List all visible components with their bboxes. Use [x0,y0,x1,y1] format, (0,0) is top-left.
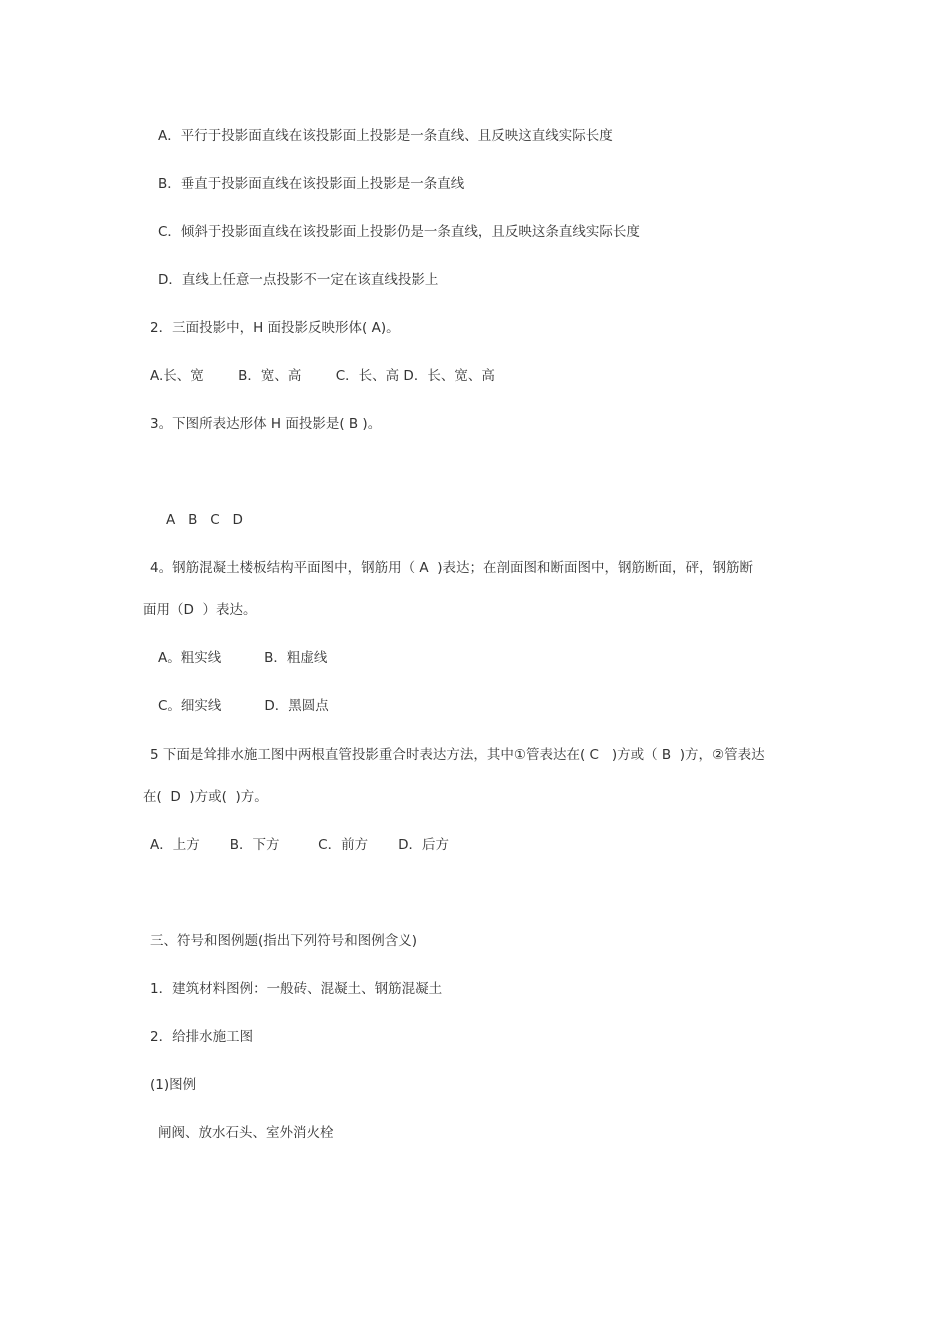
section3-title: 三、符号和图例题(指出下列符号和图例含义) [150,933,418,949]
q3-stem: 3。下图所表达形体 H 面投影是( B )。 [150,416,382,432]
section3-item2: 2．给排水施工图 [150,1029,254,1045]
section3-sub1: (1)图例 [150,1077,197,1093]
q5-options: A．上方 B．下方 C．前方 D．后方 [150,837,450,853]
q2-options: A.长、宽 B．宽、高 C．长、高 D．长、宽、高 [150,368,495,384]
q5-stem-line2: 在( D )方或( )方。 [143,789,268,805]
q5-stem-line1: 5 下面是耸排水施工图中两根直管投影重合时表达方法，其中①管表达在( C )方或（ B )方，②管表达 [150,747,765,763]
q4-options-row2: C。细实线 D．黑圆点 [158,698,329,714]
q1-option-c: C．倾斜于投影面直线在该投影面上投影仍是一条直线，且反映这条直线实际长度 [158,224,640,240]
q2-stem: 2．三面投影中，H 面投影反映形体( A)。 [150,320,400,336]
q4-stem-line2: 面用（D ）表达。 [143,602,257,618]
section3-item1: 1．建筑材料图例：一般砖、混凝土、钢筋混凝土 [150,981,443,997]
q3-figure-labels: A B C D [166,512,243,528]
section3-legend-items: 闸阀、放水石头、室外消火栓 [158,1125,334,1141]
q1-option-a: A．平行于投影面直线在该投影面上投影是一条直线、且反映这直线实际长度 [158,128,613,144]
q1-option-b: B．垂直于投影面直线在该投影面上投影是一条直线 [158,176,465,192]
q4-options-row1: A。粗实线 B．粗虚线 [158,650,328,666]
q1-option-d: D．直线上任意一点投影不一定在该直线投影上 [158,272,439,288]
q4-stem-line1: 4。钢筋混凝土楼板结构平面图中，钢筋用（ A )表达；在剖面图和断面图中，钢筋断面，砰，钢筋断 [150,560,753,576]
